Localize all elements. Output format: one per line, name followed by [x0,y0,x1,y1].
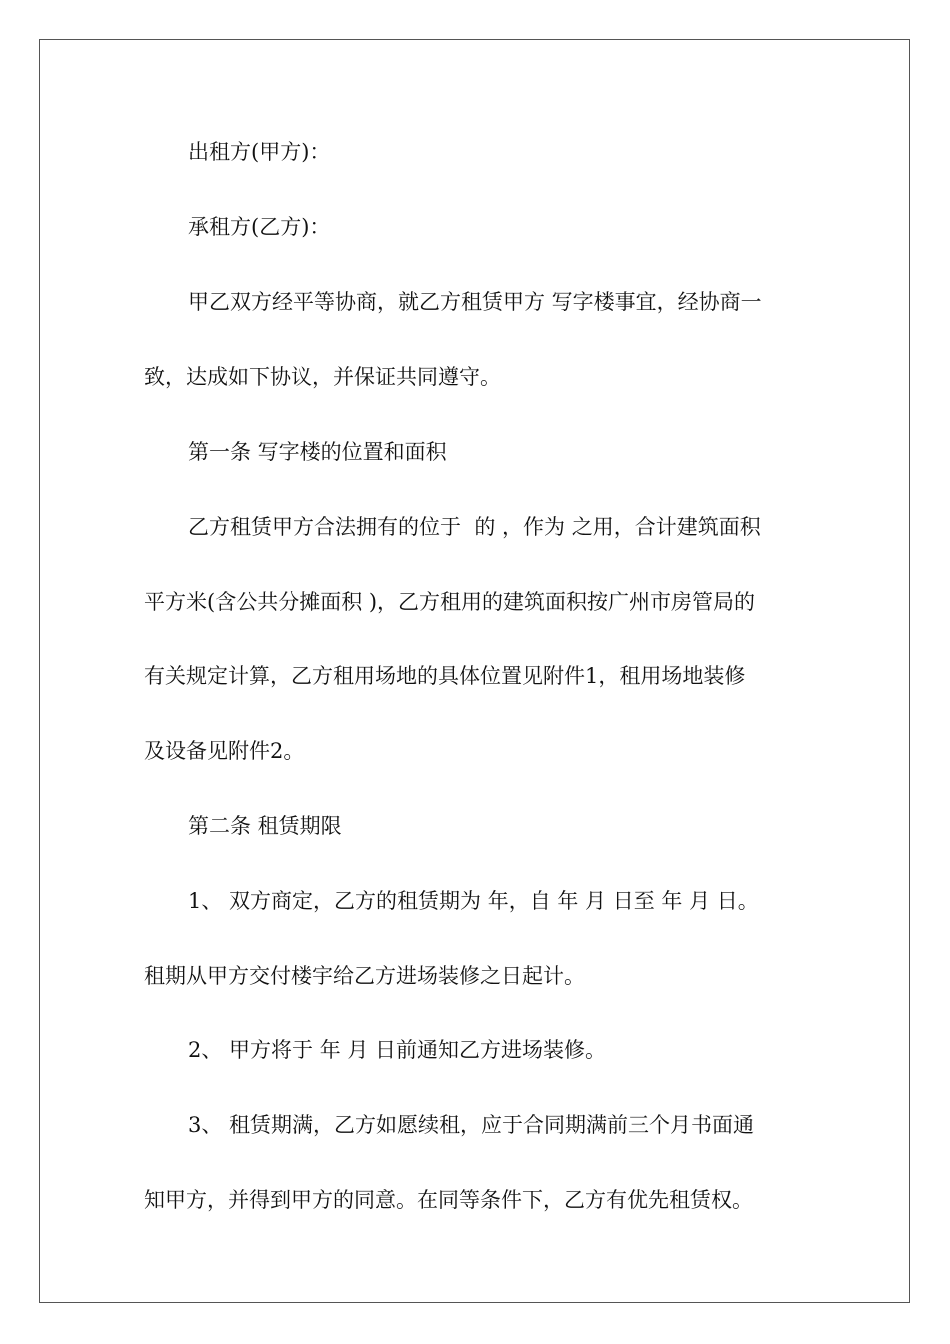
article-1-line-1: 乙方租赁甲方合法拥有的位于 的 ，作为 之用，合计建筑面积 [188,515,761,539]
clause-1-line-1: 1、 双方商定，乙方的租赁期为 年，自 年 月 日至 年 月 日。 [188,889,759,913]
lessee-line: 承租方(乙方)： [188,215,331,239]
article-1-line-3: 有关规定计算，乙方租用场地的具体位置见附件1，租用场地装修 [144,664,746,688]
clause-3-line-2: 知甲方，并得到甲方的同意。在同等条件下，乙方有优先租赁权。 [144,1188,753,1212]
article-1-line-2: 平方米(含公共分摊面积 )，乙方租用的建筑面积按广州市房管局的 [144,590,756,614]
article-1-heading: 第一条 写字楼的位置和面积 [188,440,447,464]
article-2-heading: 第二条 租赁期限 [188,814,342,838]
preamble-line-2: 致，达成如下协议，并保证共同遵守。 [144,365,501,389]
lessor-line: 出租方(甲方)： [188,140,331,164]
preamble-line-1: 甲乙双方经平等协商，就乙方租赁甲方 写字楼事宜，经协商一 [188,290,762,314]
article-1-line-4: 及设备见附件2。 [144,739,305,763]
clause-3-line-1: 3、 租赁期满，乙方如愿续租，应于合同期满前三个月书面通 [188,1113,755,1137]
clause-1-line-2: 租期从甲方交付楼宇给乙方进场装修之日起计。 [144,964,585,988]
clause-2-line: 2、 甲方将于 年 月 日前通知乙方进场装修。 [188,1038,607,1062]
